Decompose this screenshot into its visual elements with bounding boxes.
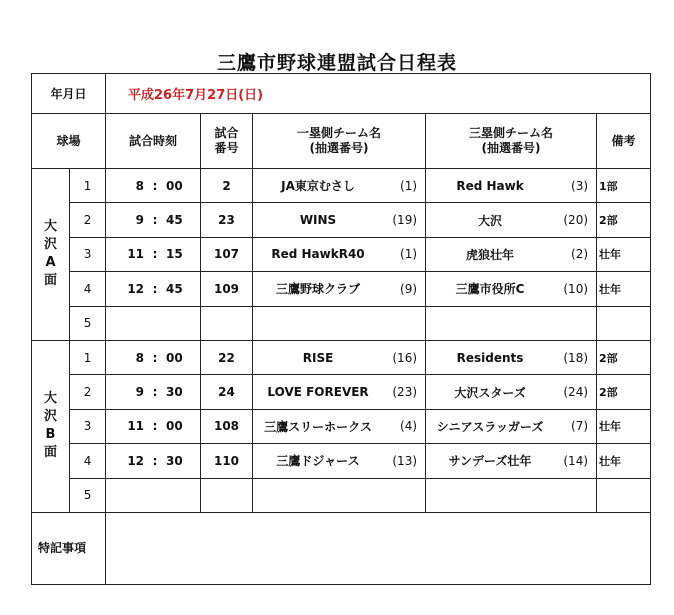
first-base-team [253,169,426,203]
table-row [32,203,651,237]
third-base-team [426,272,597,306]
match-number: 110 [201,444,253,478]
match-number: 2 [201,169,253,203]
match-note: 1部 [597,169,651,203]
match-time [106,375,201,409]
third-base-wrapper [426,452,596,469]
third-base-wrapper [426,280,596,297]
row-index: 1 [70,340,106,374]
first-base-lottery-number: (9) [400,281,418,296]
time-minute: 00 [166,419,183,434]
match-time [106,478,201,512]
time-hour: 8 [135,350,145,365]
time-hour: 11 [127,419,145,434]
third-base-lottery-number: (18) [563,350,589,365]
table-row [32,375,651,409]
first-base-team-name: 三鷹スリーホークス [264,419,372,434]
third-base-lottery-number: (2) [571,247,589,262]
match-time [106,409,201,443]
first-base-wrapper [253,351,425,365]
first-base-lottery-number: (1) [400,178,418,193]
match-note: 壮年 [597,237,651,271]
third-base-team-name: 大沢 [478,213,503,228]
first-base-team [253,237,426,271]
first-base-wrapper [253,385,425,399]
row-index: 5 [70,306,106,340]
time-wrapper [106,247,200,261]
time-colon: : [152,350,158,365]
first-base-team-name: RISE [302,350,334,365]
first-base-lottery-number: (23) [392,385,418,400]
row-index: 3 [70,409,106,443]
third-base-wrapper [426,418,596,435]
col-third-base-header: 三塁側チーム名 (抽選番号) [426,114,597,169]
third-base-team [426,478,597,512]
col-time-header: 試合時刻 [106,114,201,169]
first-base-team-name: 三鷹ドジャース [276,454,360,469]
match-note: 壮年 [597,272,651,306]
table-row [32,340,651,374]
third-base-wrapper [426,212,596,229]
third-base-wrapper [426,179,596,193]
col-first-base-header: 一塁側チーム名 (抽選番号) [253,114,426,169]
remarks-row [32,512,651,584]
table-row [32,409,651,443]
table-row [32,306,651,340]
row-index: 4 [70,272,106,306]
time-colon: : [152,385,158,400]
match-note: 2部 [597,340,651,374]
time-colon: : [152,453,158,468]
match-number: 24 [201,375,253,409]
third-base-lottery-number: (7) [571,419,589,434]
time-hour: 11 [127,247,145,262]
third-base-wrapper [426,351,596,365]
col-match-no-header: 試合 番号 [201,114,253,169]
match-number: 108 [201,409,253,443]
date-value: 平成26年7月27日(日) [106,74,651,114]
time-minute: 30 [166,453,183,468]
match-time [106,237,201,271]
match-number: 109 [201,272,253,306]
third-base-team-name: Residents [456,350,524,365]
time-wrapper [106,213,200,227]
first-base-team-name: 三鷹野球クラブ [276,282,361,297]
time-hour: 9 [135,385,145,400]
match-number: 23 [201,203,253,237]
match-note: 2部 [597,203,651,237]
third-base-team [426,444,597,478]
time-wrapper [106,419,200,433]
table-row [32,237,651,271]
match-time [106,306,201,340]
time-colon: : [152,178,158,193]
third-base-team [426,237,597,271]
remarks-label: 特記事項 [32,512,106,584]
table-row [32,444,651,478]
match-note: 壮年 [597,444,651,478]
third-base-team [426,306,597,340]
match-note [597,478,651,512]
time-minute: 00 [166,350,183,365]
first-base-wrapper [253,247,425,261]
time-wrapper [106,385,200,399]
time-minute: 30 [166,385,183,400]
match-time [106,272,201,306]
time-wrapper [106,179,200,193]
match-note [597,306,651,340]
first-base-team [253,340,426,374]
third-base-team-name: シニアスラッガーズ [436,419,544,434]
first-base-team [253,375,426,409]
match-number: 107 [201,237,253,271]
first-base-wrapper [253,177,425,194]
third-base-lottery-number: (24) [563,385,589,400]
time-hour: 9 [135,213,145,228]
time-colon: : [152,247,158,262]
third-base-wrapper [426,246,596,263]
date-label: 年月日 [32,74,106,114]
time-wrapper [106,351,200,365]
row-index: 3 [70,237,106,271]
third-base-team [426,375,597,409]
third-base-team-name: 三鷹市役所C [455,282,525,297]
first-base-wrapper [253,213,425,227]
third-base-lottery-number: (14) [563,453,589,468]
match-time [106,444,201,478]
first-base-lottery-number: (19) [392,213,418,228]
first-base-team-name: WINS [299,213,337,228]
first-base-lottery-number: (13) [392,453,418,468]
remarks-value [106,512,651,584]
first-base-wrapper [253,280,425,297]
third-base-lottery-number: (20) [563,213,589,228]
time-colon: : [152,281,158,296]
third-base-wrapper [426,384,596,401]
third-base-team-name: Red Hawk [456,178,524,193]
time-minute: 45 [166,213,183,228]
header-row [32,114,651,169]
match-number [201,306,253,340]
third-base-team-name: 虎狼壮年 [466,247,515,262]
field-name: 大 沢 A 面 [32,169,70,341]
time-hour: 8 [135,178,145,193]
third-base-team [426,409,597,443]
page-title: 三鷹市野球連盟試合日程表 [216,52,457,74]
match-number: 22 [201,340,253,374]
first-base-team [253,444,426,478]
match-time [106,340,201,374]
first-base-team-name: JA東京むさし [281,179,355,194]
col-field-header: 球場 [32,114,106,169]
first-base-team-name: LOVE FOREVER [267,385,369,400]
time-minute: 45 [166,281,183,296]
first-base-team [253,203,426,237]
third-base-team-name: 大沢スターズ [454,385,526,400]
table-row [32,272,651,306]
match-number [201,478,253,512]
third-base-team [426,203,597,237]
first-base-lottery-number: (16) [392,350,418,365]
time-wrapper [106,454,200,468]
first-base-lottery-number: (4) [400,419,418,434]
row-index: 2 [70,203,106,237]
third-base-team [426,340,597,374]
third-base-lottery-number: (10) [563,281,589,296]
time-minute: 15 [166,247,183,262]
match-time [106,169,201,203]
time-hour: 12 [127,281,145,296]
first-base-team [253,409,426,443]
first-base-lottery-number: (1) [400,247,418,262]
time-wrapper [106,282,200,296]
first-base-team [253,478,426,512]
table-row [32,169,651,203]
schedule-table [31,73,651,585]
date-row [32,74,651,114]
time-colon: : [152,213,158,228]
row-index: 5 [70,478,106,512]
third-base-lottery-number: (3) [571,178,589,193]
table-row [32,478,651,512]
row-index: 2 [70,375,106,409]
field-name: 大 沢 B 面 [32,340,70,512]
time-minute: 00 [166,178,183,193]
time-colon: : [152,419,158,434]
third-base-team [426,169,597,203]
col-note-header: 備考 [597,114,651,169]
match-note: 2部 [597,375,651,409]
match-note: 壮年 [597,409,651,443]
first-base-team-name: Red HawkR40 [271,247,365,262]
row-index: 4 [70,444,106,478]
row-index: 1 [70,169,106,203]
first-base-team [253,272,426,306]
time-hour: 12 [127,453,145,468]
first-base-team [253,306,426,340]
match-time [106,203,201,237]
first-base-wrapper [253,418,425,435]
third-base-team-name: サンデーズ壮年 [448,454,532,469]
first-base-wrapper [253,452,425,469]
